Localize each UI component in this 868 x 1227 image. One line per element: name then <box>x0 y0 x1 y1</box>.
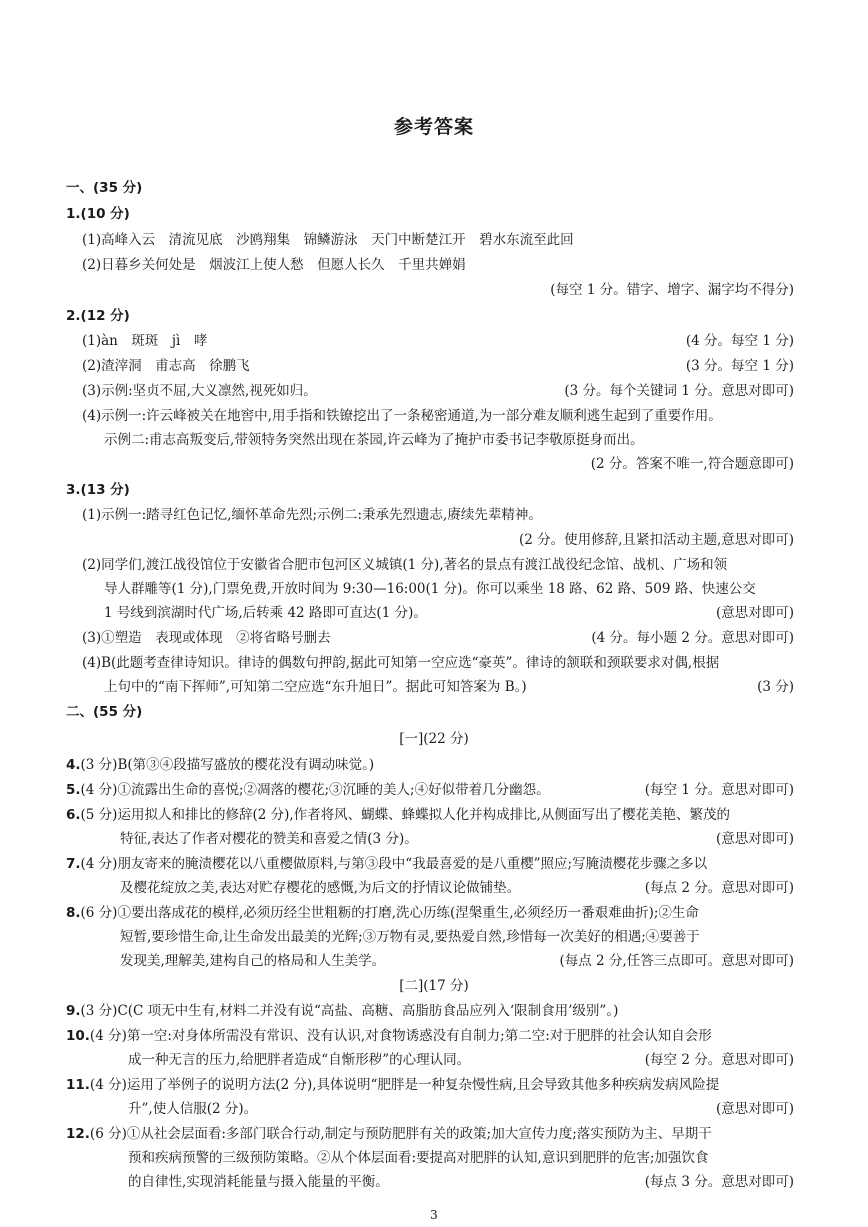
answer-line: (每空 2 分。意思对即可) <box>644 1052 794 1068</box>
answer-line: 10.(4 分)第一空:对身体所需没有常识、没有认识,对食物诱惑没有自制力;第二空:对于肥胖的社会认知自会形 <box>66 1028 712 1044</box>
answer-line: (2)渣滓洞 甫志高 徐鹏飞 <box>82 358 250 374</box>
answer-line: 导人群雕等(1 分),门票免费,开放时间为 9:30—16:00(1 分)。你可以乘坐 18 路、62 路、509 路、快速公交 <box>104 581 756 597</box>
answer-line: 1.(10 分) <box>66 206 130 222</box>
answer-line: 二、(55 分) <box>66 704 143 720</box>
question-number: 5. <box>66 782 81 798</box>
answer-line: 升”,使人信服(2 分)。 <box>128 1101 258 1117</box>
question-number: 4. <box>66 757 81 773</box>
answer-line: (1)高峰入云 清流见底 沙鸥翔集 锦鳞游泳 天门中断楚江开 碧水东流至此回 <box>82 232 574 248</box>
question-number: 8. <box>66 905 81 921</box>
answer-line: (意思对即可) <box>715 605 794 621</box>
answer-line: 发现美,理解美,建构自己的格局和人生美学。 <box>120 953 386 969</box>
page-number: 3 <box>430 1208 438 1222</box>
answer-line: (4)示例一:许云峰被关在地窖中,用手指和铁镣挖出了一条秘密通道,为一部分难友顺利逃生起到了重要作用。 <box>82 408 722 424</box>
answer-line: (1)àn 斑斑 jì 哮 <box>82 333 208 349</box>
answer-line: (3)示例:坚贞不屈,大义凛然,视死如归。 <box>82 383 317 399</box>
answer-line: (3 分。每空 1 分) <box>685 358 794 374</box>
answer-line: 9.(3 分)C(C 项无中生有,材料二并没有说“高盐、高糖、高脂肪食品应列入‘限制食用’级别”。) <box>66 1003 619 1019</box>
answer-line: 2.(12 分) <box>66 308 130 324</box>
answer-line: 4.(3 分)B(第③④段描写盛放的樱花没有调动味觉。) <box>66 757 375 773</box>
answer-line: 6.(5 分)运用拟人和排比的修辞(2 分),作者将风、蝴蝶、蜂蝶拟人化并构成排比,从侧面写出了樱花美艳、繁茂的 <box>66 807 730 823</box>
answer-line: (每空 1 分。意思对即可) <box>644 782 794 798</box>
answer-line: (4 分。每空 1 分) <box>685 333 794 349</box>
question-number: 7. <box>66 856 81 872</box>
question-number: 10. <box>66 1028 90 1044</box>
answer-line: 成一种无言的压力,给肥胖者造成“自惭形秽”的心理认同。 <box>128 1052 471 1068</box>
answer-line: 7.(4 分)朋友寄来的腌渍樱花以八重樱做原料,与第③段中“我最喜爱的是八重樱”照应;写腌渍樱花步骤之多以 <box>66 856 708 872</box>
answer-line: (3 分) <box>757 679 794 695</box>
answer-line: 1 号线到滨湖时代广场,后转乘 42 路即可直达(1 分)。 <box>104 605 427 621</box>
answer-line: 3.(13 分) <box>66 482 130 498</box>
answer-line: 12.(6 分)①从社会层面看:多部门联合行动,制定与预防肥胖有关的政策;加大宣传力度;落实预防为主、早期干 <box>66 1126 712 1142</box>
answer-line: (3 分。每个关键词 1 分。意思对即可) <box>564 383 794 399</box>
answer-line: 及樱花绽放之美,表达对贮存樱花的感慨,为后文的抒情议论做铺垫。 <box>120 880 521 896</box>
answer-line: (每点 3 分。意思对即可) <box>644 1174 794 1190</box>
answer-line: 上句中的“南下挥师”,可知第二空应选“东升旭日”。据此可知答案为 B。) <box>104 679 527 695</box>
question-number: 11. <box>66 1077 90 1093</box>
question-number: 6. <box>66 807 81 823</box>
answer-line: 短暂,要珍惜生命,让生命发出最美的光辉;③万物有灵,要热爱自然,珍惜每一次美好的相遇;④要善于 <box>120 929 700 945</box>
answer-line: (意思对即可) <box>715 1101 794 1117</box>
answer-line: (2)日暮乡关何处是 烟波江上使人愁 但愿人长久 千里共婵娟 <box>82 257 466 273</box>
answer-line: [二](17 分) <box>399 978 469 994</box>
answer-line: (4)B(此题考查律诗知识。律诗的偶数句押韵,据此可知第一空应选“豪英”。律诗的颔联和颈联要求对偶,根据 <box>82 655 720 671</box>
question-number: 12. <box>66 1126 90 1142</box>
answer-line: (4 分。每小题 2 分。意思对即可) <box>591 630 794 646</box>
answer-line: 8.(6 分)①要出落成花的模样,必须历经尘世粗粝的打磨,洗心历练(涅槃重生,必须经历一番艰难曲折);②生命 <box>66 905 699 921</box>
answer-line: (2)同学们,渡江战役馆位于安徽省合肥市包河区义城镇(1 分),著名的景点有渡江战役纪念馆、战机、广场和领 <box>82 557 728 573</box>
answer-line: 11.(4 分)运用了举例子的说明方法(2 分),具体说明“肥胖是一种复杂慢性病,且会导致其他多种疾病发病风险提 <box>66 1077 720 1093</box>
answer-line: 预和疾病预警的三级预防策略。②从个体层面看:要提高对肥胖的认知,意识到肥胖的危害;加强饮食 <box>128 1150 709 1166</box>
answer-line: 特征,表达了作者对樱花的赞美和喜爱之情(3 分)。 <box>120 831 418 847</box>
answer-line: 示例二:甫志高叛变后,带领特务突然出现在茶园,许云峰为了掩护市委书记李敬原挺身而出。 <box>104 432 644 448</box>
question-number: 9. <box>66 1003 81 1019</box>
answer-line: (每点 2 分。意思对即可) <box>644 880 794 896</box>
answer-line: (每空 1 分。错字、增字、漏字均不得分) <box>550 282 794 298</box>
page-title: 参考答案 <box>393 116 474 138</box>
answer-line: (3)①塑造 表现或体现 ②将省略号删去 <box>82 630 331 646</box>
answer-line: 一、(35 分) <box>66 180 143 196</box>
answer-line: 5.(4 分)①流露出生命的喜悦;②凋落的樱花;③沉睡的美人;④好似带着几分幽怨。 <box>66 782 550 798</box>
answer-line: [一](22 分) <box>399 731 469 747</box>
answer-line: (每点 2 分,任答三点即可。意思对即可) <box>559 953 794 969</box>
answer-line: (意思对即可) <box>715 831 794 847</box>
answer-line: (2 分。使用修辞,且紧扣活动主题,意思对即可) <box>519 532 794 548</box>
answer-line: 的自律性,实现消耗能量与摄入能量的平衡。 <box>128 1174 389 1190</box>
answer-line: (2 分。答案不唯一,符合题意即可) <box>590 456 794 472</box>
answer-line: (1)示例一:踏寻红色记忆,缅怀革命先烈;示例二:秉承先烈遗志,赓续先辈精神。 <box>82 507 542 523</box>
